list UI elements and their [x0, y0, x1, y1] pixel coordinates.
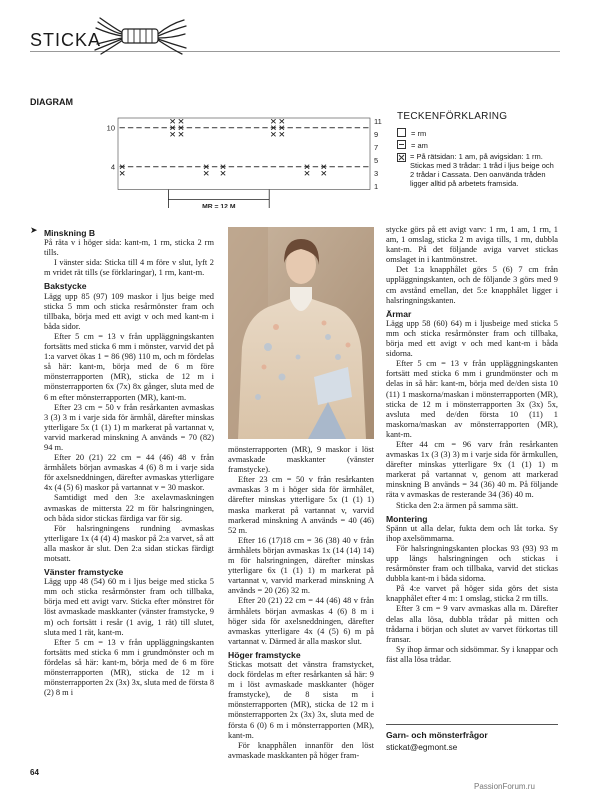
section-title: STICKA	[30, 30, 102, 50]
paragraph: Sy ihop ärmar och sidsömmar. Sy i knappar och fäst alla lösa trådar.	[386, 644, 558, 664]
paragraph: Efter 20 (21) 22 cm = 44 (46) 48 v från ärmhålets början avmaskas 4 (6) 8 m i höger sida för axelsneddningen, därefter avmaskas ytterligare 4x (4 (5) 6) m på vartannat v. Därmed är alla maskor slut.	[228, 596, 374, 646]
chart-cross	[170, 132, 174, 136]
row-label: 4	[110, 162, 115, 172]
chart-cross	[322, 171, 326, 175]
paragraph: Efter 44 cm = 96 varv från resårkanten avmaskas 1x (3 (3) 3) m i varje sida för ärmkullen, därefter minskas ytterligare 9x (1 (1) 1) m markerat på vartannat v, genom att markerad minskning B används = 34 (36) 40 m. På följande räta v avmaskas de resterande 34 (36) 40 m.	[386, 439, 558, 500]
section-heading: Höger framstycke	[228, 649, 301, 660]
repeat-label: MR = 12 M	[202, 203, 236, 208]
row-label: 11	[374, 117, 382, 126]
paragraph: Efter 5 cm = 13 v från uppläggningskanten fortsätt med sticka 6 mm i grundmönster och m delas in så här: kant-m, börja med de/den sista 10 (11) 1 maskorna/maskan i mönsterrapporten (MR), sticka de 12 m i mönsterrapporten 3x (3x) 5x, avsluta med de/den första 10 (11) 1 maskorna/maskan av mönsterrapporten (MR), kant-m.	[386, 359, 558, 439]
model-photo	[228, 227, 374, 439]
contact-email: stickat@egmont.se	[386, 742, 458, 752]
paragraph: Lägg upp 48 (54) 60 m i ljus beige med sticka 5 mm och sticka resårmönster fram och tillbaka, börja med ett avigt varv. Sticka efter mönstret för löst avmaskade maskkanter (vänster framstycke, 9 m) och fortsätt i resår (1 avig, 1 rät) till slutet, sluta med 1 rät, kant-m.	[44, 577, 214, 637]
paragraph: På 4:e varvet på höger sida görs det sista knapphålet efter 4 m: 1 omslag, sticka 2 rm tills.	[386, 584, 558, 604]
chart-cross	[170, 119, 174, 123]
cross-square-icon	[397, 153, 406, 162]
row-label: 7	[374, 143, 379, 152]
section-heading: Ärmar	[386, 308, 412, 319]
paragraph: Efter 20 (21) 22 cm = 44 (46) 48 v från ärmhålets början avmaskas 4 (6) 8 m i varje sida för axelsneddningen, därefter avmaskas ytterligare 4x (4 (5) 6) maskor på vartannat v = 30 maskor.	[44, 453, 214, 493]
paragraph: Lägg upp 58 (60) 64) m i ljusbeige med sticka 5 mm och sticka resårmönster fram och tillbaka, börja med ett avigt v och med kant-m i båda sidorna.	[386, 318, 558, 359]
paragraph: Efter 16 (17)18 cm = 36 (38) 40 v från ärmhålets början avmaskas 1x (14 (14) 14) m för halsringningen, därefter minskas ytterligare 6x (1 (1) 1) m markerat på vartannat v, varvid markerad minskning A används = 20 (26) 32 m.	[228, 535, 374, 596]
paragraph: Efter 23 cm = 50 v från resårkanten avmaskas 3 (3) 3 m i varje sida för ärmhål, därefter minskas ytterligare 5x (1 (1) 1) m markerat på vartannat v, varvid markerad minskning A används = 70 (82) 94 m.	[44, 402, 214, 452]
section-arrow-icon: ➤	[30, 225, 38, 235]
chart-cross	[179, 119, 183, 123]
chart-cross	[204, 171, 208, 175]
paragraph: Efter 23 cm = 50 v från resårkanten avmaskas 3 m i höger sida för ärmhålet, därefter minskas ytterligare 5x (1 (1) 1) maska markerat på vartannat v, varvid markerad minskning A används = 40 (46) 52 m.	[228, 475, 374, 535]
paragraph: Lägg upp 85 (97) 109 maskor i ljus beige med sticka 5 mm och sticka resårmönster fram och tillbaka, börja med ett avigt v och med kant-m i båda sidor.	[44, 291, 214, 331]
paragraph: stycke görs på ett avigt varv: 1 rm, 1 am, 1 rm, 1 am, 1 omslag, sticka 2 m aviga tills, 1 rm, dubbla kant-m. På det följande aviga varvet stickas omslaget in i kantmönstret.	[386, 225, 558, 265]
legend-title: TECKENFÖRKLARING	[397, 111, 508, 122]
yarn-skein-icon	[92, 14, 188, 58]
section-heading: Bakstycke	[44, 281, 87, 292]
paragraph: Samtidigt med den 3:e axelavmaskningen avmaskas de mittersta 22 m för halsringningen, och båda sidor stickas färdiga var för sig.	[44, 493, 214, 523]
chart-cross	[280, 132, 284, 136]
watermark: PassionForum.ru	[474, 782, 535, 791]
signoff-title: Garn- och mönsterfrågor	[386, 730, 488, 740]
section-heading: Minskning B	[44, 228, 96, 238]
paragraph: Stickas motsatt det vänstra framstycket, dock fördelas m efter resårkanten så här: 9 m i löst avmaskade maskkanter (höger framstycke), de 8 sista m i mönsterrapporten (MR), sticka de 12 m i mönsterrapporten 2x (3x) 3x, sluta med de första 6 (0) 6 m i mönsterrapporten (MR), kant-m.	[228, 659, 374, 740]
row-label: 5	[374, 156, 379, 165]
row-label: 1	[374, 182, 379, 191]
diagram-title: DIAGRAM	[30, 97, 73, 107]
paragraph: Efter 5 cm = 13 v från uppläggningskanten fortsätts med sticka 6 mm i mönster, varvid det på 1:a varvet ökas 1 = 86 (98) 110 m, och m fördelas så här: kant-m, börja med de 6 m före mönsterrapporten (MR), sticka de 12 m i mönsterrapporten 6x (7x) 8x gånger, sluta med de 6 m efter mönsterrapporten (MR), kant-m.	[44, 331, 214, 402]
paragraph: Det 1:a knapphålet görs 5 (6) 7 cm från uppläggningskanten, och de följande 3 görs med 9 cm avstånd emellan, det 5:e knapphålet ligger i halsringningskanten.	[386, 265, 558, 305]
section-heading: Montering	[386, 513, 428, 524]
paragraph: För knapphålen innanför den löst avmaskade maskkanten på höger fram-	[228, 740, 374, 760]
row-label: 9	[374, 130, 379, 139]
paragraph: För halsringningskanten plockas 93 (93) 93 m upp längs halsringningen och stickas i resårmönster fram och tillbaka, varvid det stickas dubbla kant-m i båda sidorna.	[386, 543, 558, 584]
chart-cross	[305, 171, 309, 175]
paragraph: Spänn ut alla delar, fukta dem och låt torka. Sy ihop axelsömmarna.	[386, 523, 558, 543]
chart-cross	[179, 132, 183, 136]
legend-item-purl: = am	[397, 140, 428, 150]
signoff-divider	[386, 724, 558, 725]
legend-item-purl-knit: = rm	[397, 128, 426, 138]
paragraph: På räta v i höger sida: kant-m, 1 rm, sticka 2 rm tills.	[44, 238, 214, 258]
knitting-chart	[100, 108, 400, 208]
paragraph: Sticka den 2:a ärmen på samma sätt.	[396, 500, 519, 510]
chart-cross	[120, 171, 124, 175]
instructions-column-3	[386, 225, 558, 665]
paragraph: I vänster sida: Sticka till 4 m före v slut, lyft 2 m vridet rät tills (se förklaringar), 1 rm, kant-m.	[44, 258, 214, 278]
legend-item-cross: = På rätsidan: 1 am, på avigsidan: 1 rm. Stickas med 3 trådar: 1 tråd i ljus beige och 2 trådar i Cassata. Den oanvända tråden ligger alltid på arbetets framsida.	[397, 152, 559, 188]
chart-cross	[271, 119, 275, 123]
paragraph: Efter 3 cm = 9 varv avmaskas alla m. Därefter delas alla lösa, dubbla trådar på mitten och trådarna i början och slutet av varvet förkortas till fransar.	[386, 604, 558, 644]
chart-cross	[271, 132, 275, 136]
chart-cross	[280, 119, 284, 123]
chart-cross	[221, 171, 225, 175]
instructions-column-1	[44, 225, 214, 698]
instructions-column-2	[228, 445, 374, 761]
row-label: 3	[374, 169, 379, 178]
chart-frame	[118, 118, 370, 190]
empty-square-icon	[397, 128, 406, 137]
dash-square-icon	[397, 140, 406, 149]
row-label: 10	[106, 123, 115, 133]
section-heading: Vänster framstycke	[44, 567, 124, 578]
page-number: 64	[30, 768, 39, 777]
paragraph: För halsringningens rundning avmaskas ytterligare 1x (4 (4) 4) maskor på 2:a varvet, så att alla maskor är slut. Den 2:a sidan stickas färdigt motsatt.	[44, 523, 214, 563]
paragraph: mönsterrapporten (MR), 9 maskor i löst avmaskade maskkanter (vänster framstycke).	[228, 445, 374, 475]
paragraph: Efter 5 cm = 13 v från uppläggningskanten fortsätts med sticka 6 mm i grundmönster och m fördelas så här: kant-m, börja med de 6 m före mönsterrapporten (MR), sticka de 12 m i mönsterrapporten 2x (3x) 3x, sluta med de första 8 (2) 8 m i	[44, 637, 215, 698]
